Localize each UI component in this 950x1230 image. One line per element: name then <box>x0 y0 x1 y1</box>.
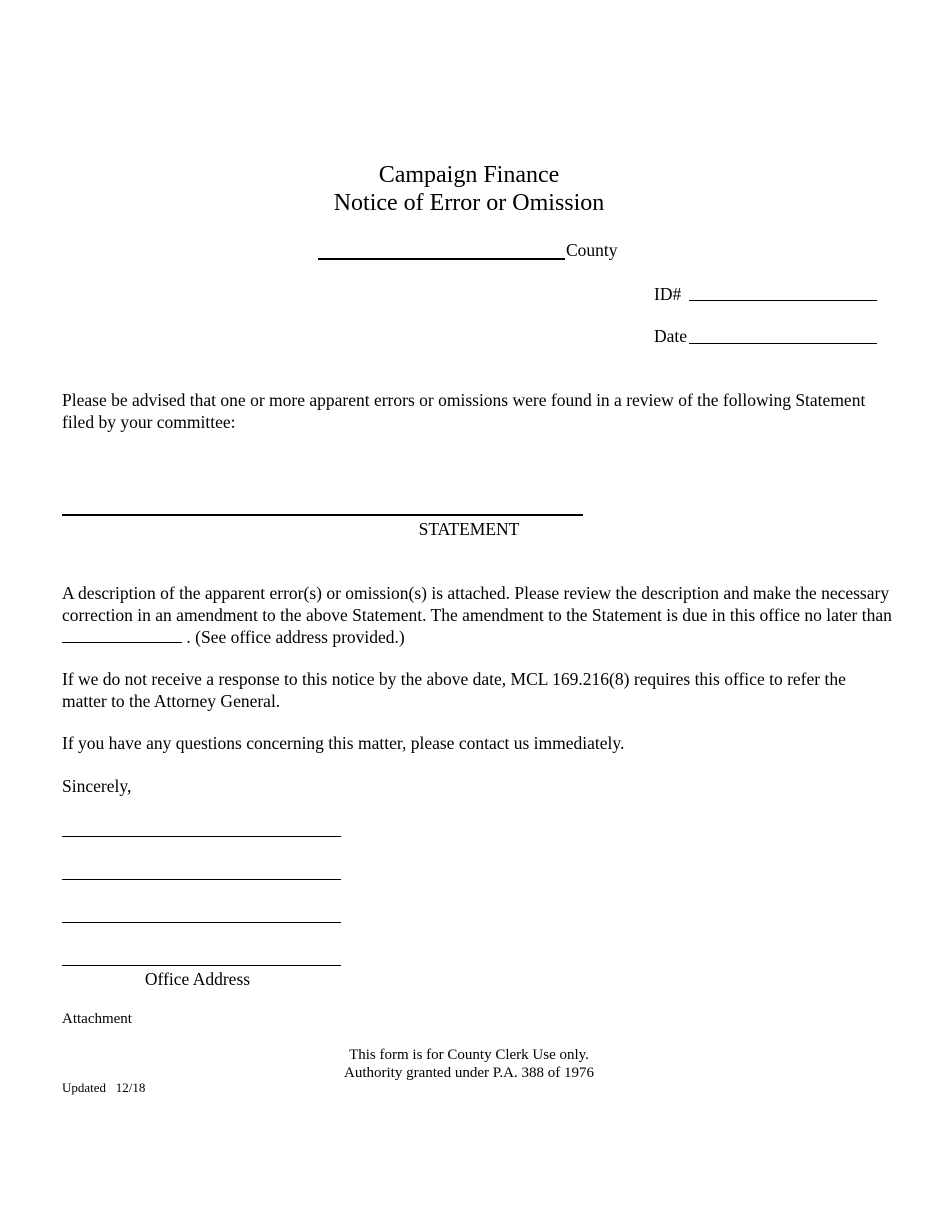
form-title-line2: Notice of Error or Omission <box>333 190 605 216</box>
referral-text: If we do not receive a response to this notice by the above date, MCL 169.216(8) requires this office to refer the matter to the Attorney General. <box>62 669 846 711</box>
updated-label: Updated <box>62 1080 107 1095</box>
date-label: Date <box>654 326 688 346</box>
id-label: ID# <box>654 284 682 304</box>
clerk-use-notice: This form is for County Clerk Use only. <box>349 1047 589 1063</box>
date-blank-line[interactable] <box>689 343 877 344</box>
statement-blank-line[interactable] <box>62 514 583 516</box>
signature-line-3[interactable] <box>62 922 341 923</box>
form-title-line1: Campaign Finance <box>378 162 560 188</box>
due-date-blank[interactable] <box>62 627 182 643</box>
id-blank-line[interactable] <box>689 300 877 301</box>
referral-paragraph <box>62 668 892 712</box>
office-address-label: Office Address <box>144 969 251 989</box>
authority-notice: Authority granted under P.A. 388 of 1976 <box>344 1065 594 1081</box>
intro-paragraph <box>62 389 892 433</box>
description-text-end: . (See office address provided.) <box>182 627 405 647</box>
attachment-label: Attachment <box>62 1011 132 1027</box>
updated-date: 12/18 <box>115 1080 146 1095</box>
questions-paragraph <box>62 732 892 754</box>
updated-stamp <box>62 1080 145 1096</box>
closing-text: Sincerely, <box>62 776 132 796</box>
signature-line-1[interactable] <box>62 836 341 837</box>
questions-text: If you have any questions concerning this matter, please contact us immediately. <box>62 733 625 753</box>
description-text: A description of the apparent error(s) or omission(s) is attached. Please review the description and make the necessary correction in an amendment to the above Statement. The amendment to the Statement is due in this office no later than <box>62 583 892 625</box>
signature-line-2[interactable] <box>62 879 341 880</box>
intro-text: Please be advised that one or more apparent errors or omissions were found in a review of the following Statement filed by your committee: <box>62 390 866 432</box>
statement-label: STATEMENT <box>418 519 520 539</box>
signature-line-4[interactable] <box>62 965 341 966</box>
county-label: County <box>566 240 618 260</box>
description-paragraph <box>62 582 892 648</box>
county-blank-line[interactable] <box>318 258 565 260</box>
